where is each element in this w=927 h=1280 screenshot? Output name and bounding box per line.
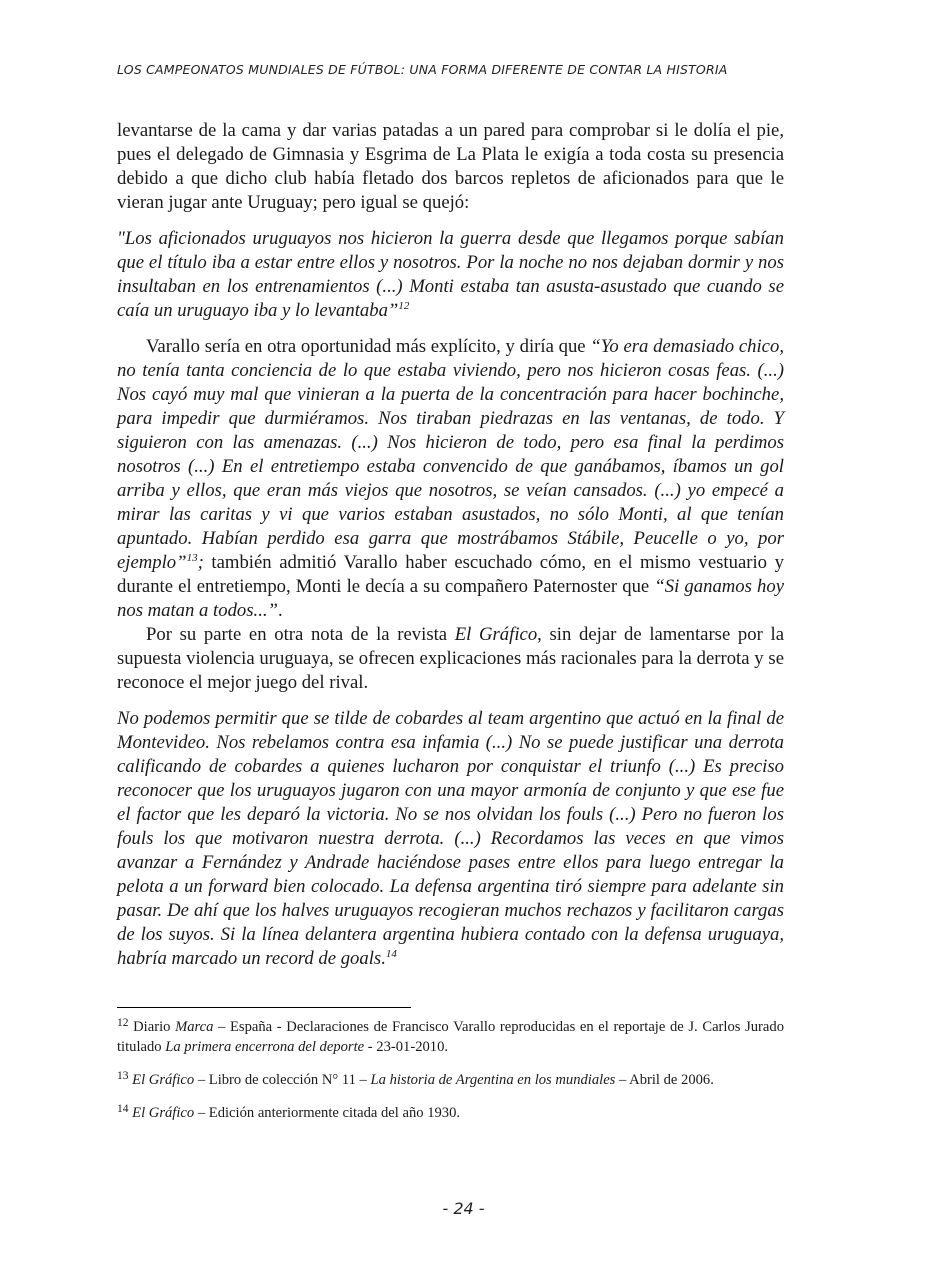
footnote-title: La primera encerrona del deporte [165, 1039, 365, 1055]
page-number: - 24 - [442, 1199, 485, 1218]
quote-block-1 [117, 227, 784, 323]
quote-1-text: "Los aficionados uruguayos nos hicieron la guerra desde que llegamos porque sabían que el título iba a estar entre ellos y nosotros. Por la noche no nos dejaban dormir y nos insultaban en los entrenamientos (...) Monti estaba tan asusta-asustado que cuando se caía un uruguayo iba y lo levantaba” [117, 228, 784, 321]
footnote-source: El Gráfico [132, 1072, 195, 1088]
footnote-source: Marca [175, 1019, 214, 1035]
footnote-ref-14: 14 [385, 948, 397, 960]
footnote-12 [117, 1017, 784, 1057]
semicolon: ; [197, 552, 204, 573]
varallo-quote: “Yo era demasiado chico, no tenía tanta conciencia de lo que estaba viviendo, pero nos hicieron cosas feas. (...) Nos cayó muy mal que vinieran a la puerta de la concentración para hacer bochinche, para impedir que durmiéramos. Nos tiraban piedrazas en las ventanas, de todo. Y siguieron con las amenazas. (...) Nos hicieron de todo, pero esa final la perdimos nosotros (...) En el entretiempo estaba convencido de que ganábamos, íbamos un gol arriba y ellos, que eran más viejos que nosotros, se veían cansados. (...) yo empecé a mirar las caritas y vi que varios estaban asustados, no sólo Monti, al que tenían apuntado. Habían perdido esa garra que mostrábamos Stábile, Peucelle o yo, por ejemplo” [117, 336, 784, 573]
footnotes [117, 1017, 784, 1136]
footnote-text: Diario [128, 1019, 176, 1035]
paragraph-3 [117, 623, 784, 695]
paragraph-2 [117, 335, 784, 623]
paragraph-3-rest: , sin dejar de lamentarse por la supuesta violencia uruguaya, se ofrecen explicaciones más racionales para la derrota y se reconoce el mejor juego del rival. [117, 624, 784, 693]
footnote-separator [117, 1007, 411, 1008]
running-header: LOS CAMPEONATOS MUNDIALES DE FÚTBOL: UNA FORMA DIFERENTE DE CONTAR LA HISTORIA [117, 62, 728, 77]
footnote-date: – Abril de 2006. [615, 1072, 714, 1088]
footnote-number: 14 [117, 1103, 129, 1115]
footnote-number: 13 [117, 1070, 129, 1082]
monti-quote: “Si ganamos hoy nos matan a todos...” [117, 576, 784, 621]
paragraph-2-intro: Varallo sería en otra oportunidad más explícito, y diría que [146, 336, 591, 357]
paragraph-2-end: . [277, 600, 283, 621]
quote-block-2 [117, 707, 784, 971]
footnote-text: – Edición anteriormente citada del año 1930. [194, 1105, 461, 1121]
footnote-14 [117, 1103, 784, 1123]
paragraph-1: levantarse de la cama y dar varias patadas a un pared para comprobar si le dolía el pie, pues el delegado de Gimnasia y Esgrima de La Plata le exigía a toda costa su presencia debido a que dicho club había fletado dos barcos repletos de aficionados para que le vieran jugar ante Uruguay; pero igual se quejó: [117, 120, 784, 213]
main-text [117, 119, 784, 971]
footnote-13 [117, 1070, 784, 1090]
footnote-date: - 23-01-2010. [364, 1039, 449, 1055]
footnote-title: La historia de Argentina en los mundiales [370, 1072, 616, 1088]
footnote-text: – España - Declaraciones de Francisco Varallo reproducidas en el reportaje de J. Carlos Jurado titulado [117, 1019, 784, 1055]
quote-2-text: No podemos permitir que se tilde de cobardes al team argentino que actuó en la final de Montevideo. Nos rebelamos contra esa infamia (...) No se puede justificar una derrota calificando de cobardes a quienes lucharon por conquistar el triunfo (...) Es preciso reconocer que los uruguayos jugaron con una mayor armonía de conjunto y que ese fue el factor que les deparó la victoria. No se nos olvidan los fouls (...) Pero no fueron los fouls los que motivaron nuestra derrota. (...) Recordamos las veces en que vimos avanzar a Fernández y Andrade haciéndose pases entre ellos para luego entregar la pelota a un forward bien colocado. La defensa argentina tiró siempre para adelante sin pasar. De ahí que los halves uruguayos recogieran muchos rechazos y facilitaron cargas de los suyos. Si la línea delantera argentina hubiera contado con la defensa uruguaya, habría marcado un record de goals. [117, 708, 784, 969]
footnote-number: 12 [117, 1017, 129, 1029]
footnote-text: – Libro de colección N° 11 – [194, 1072, 371, 1088]
paragraph-2-continued: también admitió Varallo haber escuchado cómo, en el mismo vestuario y durante el entretiempo, Monti le decía a su compañero Paternoster que [117, 552, 784, 597]
footnote-ref-12: 12 [398, 300, 410, 312]
magazine-name: El Gráfico [454, 624, 538, 645]
paragraph-3-intro: Por su parte en otra nota de la revista [146, 624, 455, 645]
footnote-source: El Gráfico [132, 1105, 195, 1121]
footnote-ref-13: 13 [186, 552, 198, 564]
